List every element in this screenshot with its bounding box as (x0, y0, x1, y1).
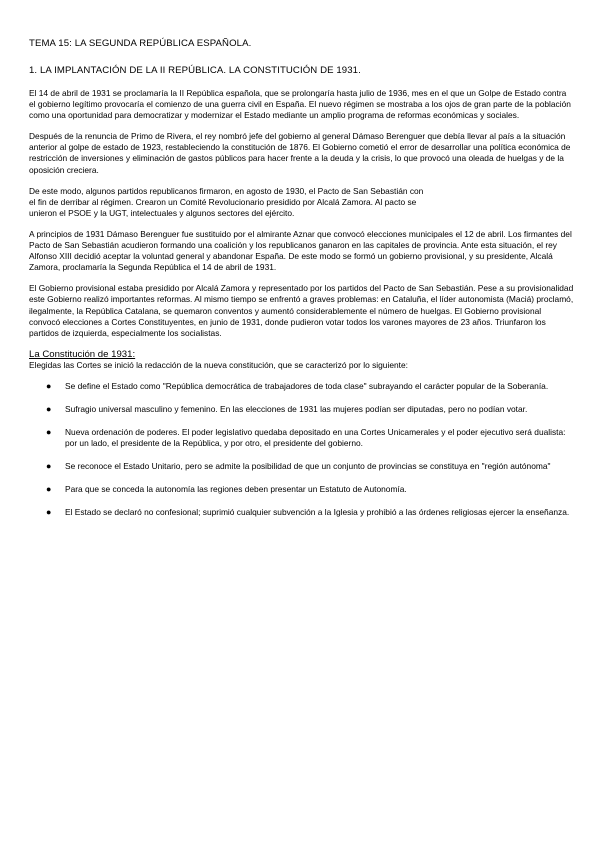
bullet-icon: ● (46, 427, 52, 438)
bullet-icon: ● (46, 403, 52, 414)
list-item-text: El Estado se declaró no confesional; suprimió cualquier subvención a la Iglesia y prohibió a las órdenes religiosas ejercer la enseñanza. (65, 507, 570, 518)
list-item-text: Se define el Estado como "República democrática de trabajadores de toda clase" subrayando el carácter popular de la Soberanía. (65, 380, 549, 391)
constitution-subheading: La Constitución de 1931: (29, 348, 136, 360)
bullet-icon: ● (46, 461, 52, 472)
paragraph: El 14 de abril de 1931 se proclamaría la II República española, que se prolongaría hasta julio de 1936, mes en el que un Golpe de Estado contra el gobierno legítimo provocaría el comienzo de una guerra civil en España. El nuevo régimen se mostraba a los ojos de gran parte de la población como una oportunidad para democratizar y modernizar el Estado mediante un amplio programa de reformas económicas y sociales. (29, 88, 571, 121)
list-item-text: Sufragio universal masculino y femenino. En las elecciones de 1931 las mujeres podían ser diputadas, pero no podían votar. (65, 403, 528, 414)
list-item-text: Para que se conceda la autonomía las regiones deben presentar un Estatuto de Autonomía. (65, 484, 407, 495)
paragraph: El Gobierno provisional estaba presidido por Alcalá Zamora y representado por los partidos del Pacto de San Sebastián. Pese a su provisionalidad este Gobierno realizó importantes reformas. Al mismo tiempo se enfrentó a graves problemas: en Cataluña, el líder autonomista (Maciá) proclamó, ilegalmente, la República Catalana, se quemaron conventos y aumentó considerablemente el número de huelgas. El Gobierno provisional convocó elecciones a Cortes Constituyentes, en junio de 1931, donde pudieron votar todos los varones mayores de 23 años. Triunfaron los partidos de izquierda, especialmente los socialistas. (29, 283, 574, 338)
constitution-intro: Elegidas las Cortes se inició la redacción de la nueva constitución, que se caracterizó por lo siguiente: (29, 359, 408, 370)
document-title: TEMA 15: LA SEGUNDA REPÚBLICA ESPAÑOLA. (29, 38, 252, 49)
bullet-icon: ● (46, 507, 52, 518)
paragraph: Después de la renuncia de Primo de Rivera, el rey nombró jefe del gobierno al general Dámaso Berenguer que debía llevar al país a la situación anterior al golpe de estado de 1923, restableciendo la constitución de 1876. El Gobierno cometió el error de desarrollar una política económica de restricción de inversiones y eliminación de gastos públicos para hacer frente a la deuda y la crisis, lo que provocó una oleada de huelgas y de la oposición creciera. (29, 131, 571, 175)
section-heading: 1. LA IMPLANTACIÓN DE LA II REPÚBLICA. LA CONSTITUCIÓN DE 1931. (29, 65, 361, 76)
list-item (29, 404, 574, 415)
list-item (29, 427, 574, 449)
bullet-icon: ● (46, 380, 52, 391)
paragraph: A principios de 1931 Dámaso Berenguer fue sustituido por el almirante Aznar que convocó elecciones municipales el 12 de abril. Los firmantes del Pacto de San Sebastián acudieron formando una coalición y los republicanos ganaron en las capitales de provincia. Ante esta situación, el rey Alfonso XIII decidió aceptar la voluntad general y abandonar España. De este modo se formó un gobierno provisional, y su presidente, Alcalá Zamora, proclamaría la Segunda República el 14 de abril de 1931. (29, 228, 572, 273)
list-item (29, 484, 574, 495)
list-item (29, 507, 574, 518)
constitution-list (29, 381, 574, 519)
list-item (29, 381, 574, 392)
list-item (29, 461, 574, 472)
list-item-text: Se reconoce el Estado Unitario, pero se admite la posibilidad de que un conjunto de provincias se constituya en "región autónoma" (65, 461, 551, 472)
paragraph: De este modo, algunos partidos republicanos firmaron, en agosto de 1930, el Pacto de San Sebastián con el fin de derribar al régimen. Crearon un Comité Revolucionario presidido por Alcalá Zamora. Al pacto se unieron el PSOE y la UGT, intelectuales y algunos sectores del ejército. (29, 185, 424, 218)
bullet-icon: ● (46, 484, 52, 495)
list-item-text: Nueva ordenación de poderes. El poder legislativo quedaba depositado en una Cortes Unicamerales y el poder ejecutivo será dualista: por un lado, el presidente de la República, y por otro, el presidente del gobierno. (65, 427, 566, 449)
document-page (29, 38, 574, 531)
